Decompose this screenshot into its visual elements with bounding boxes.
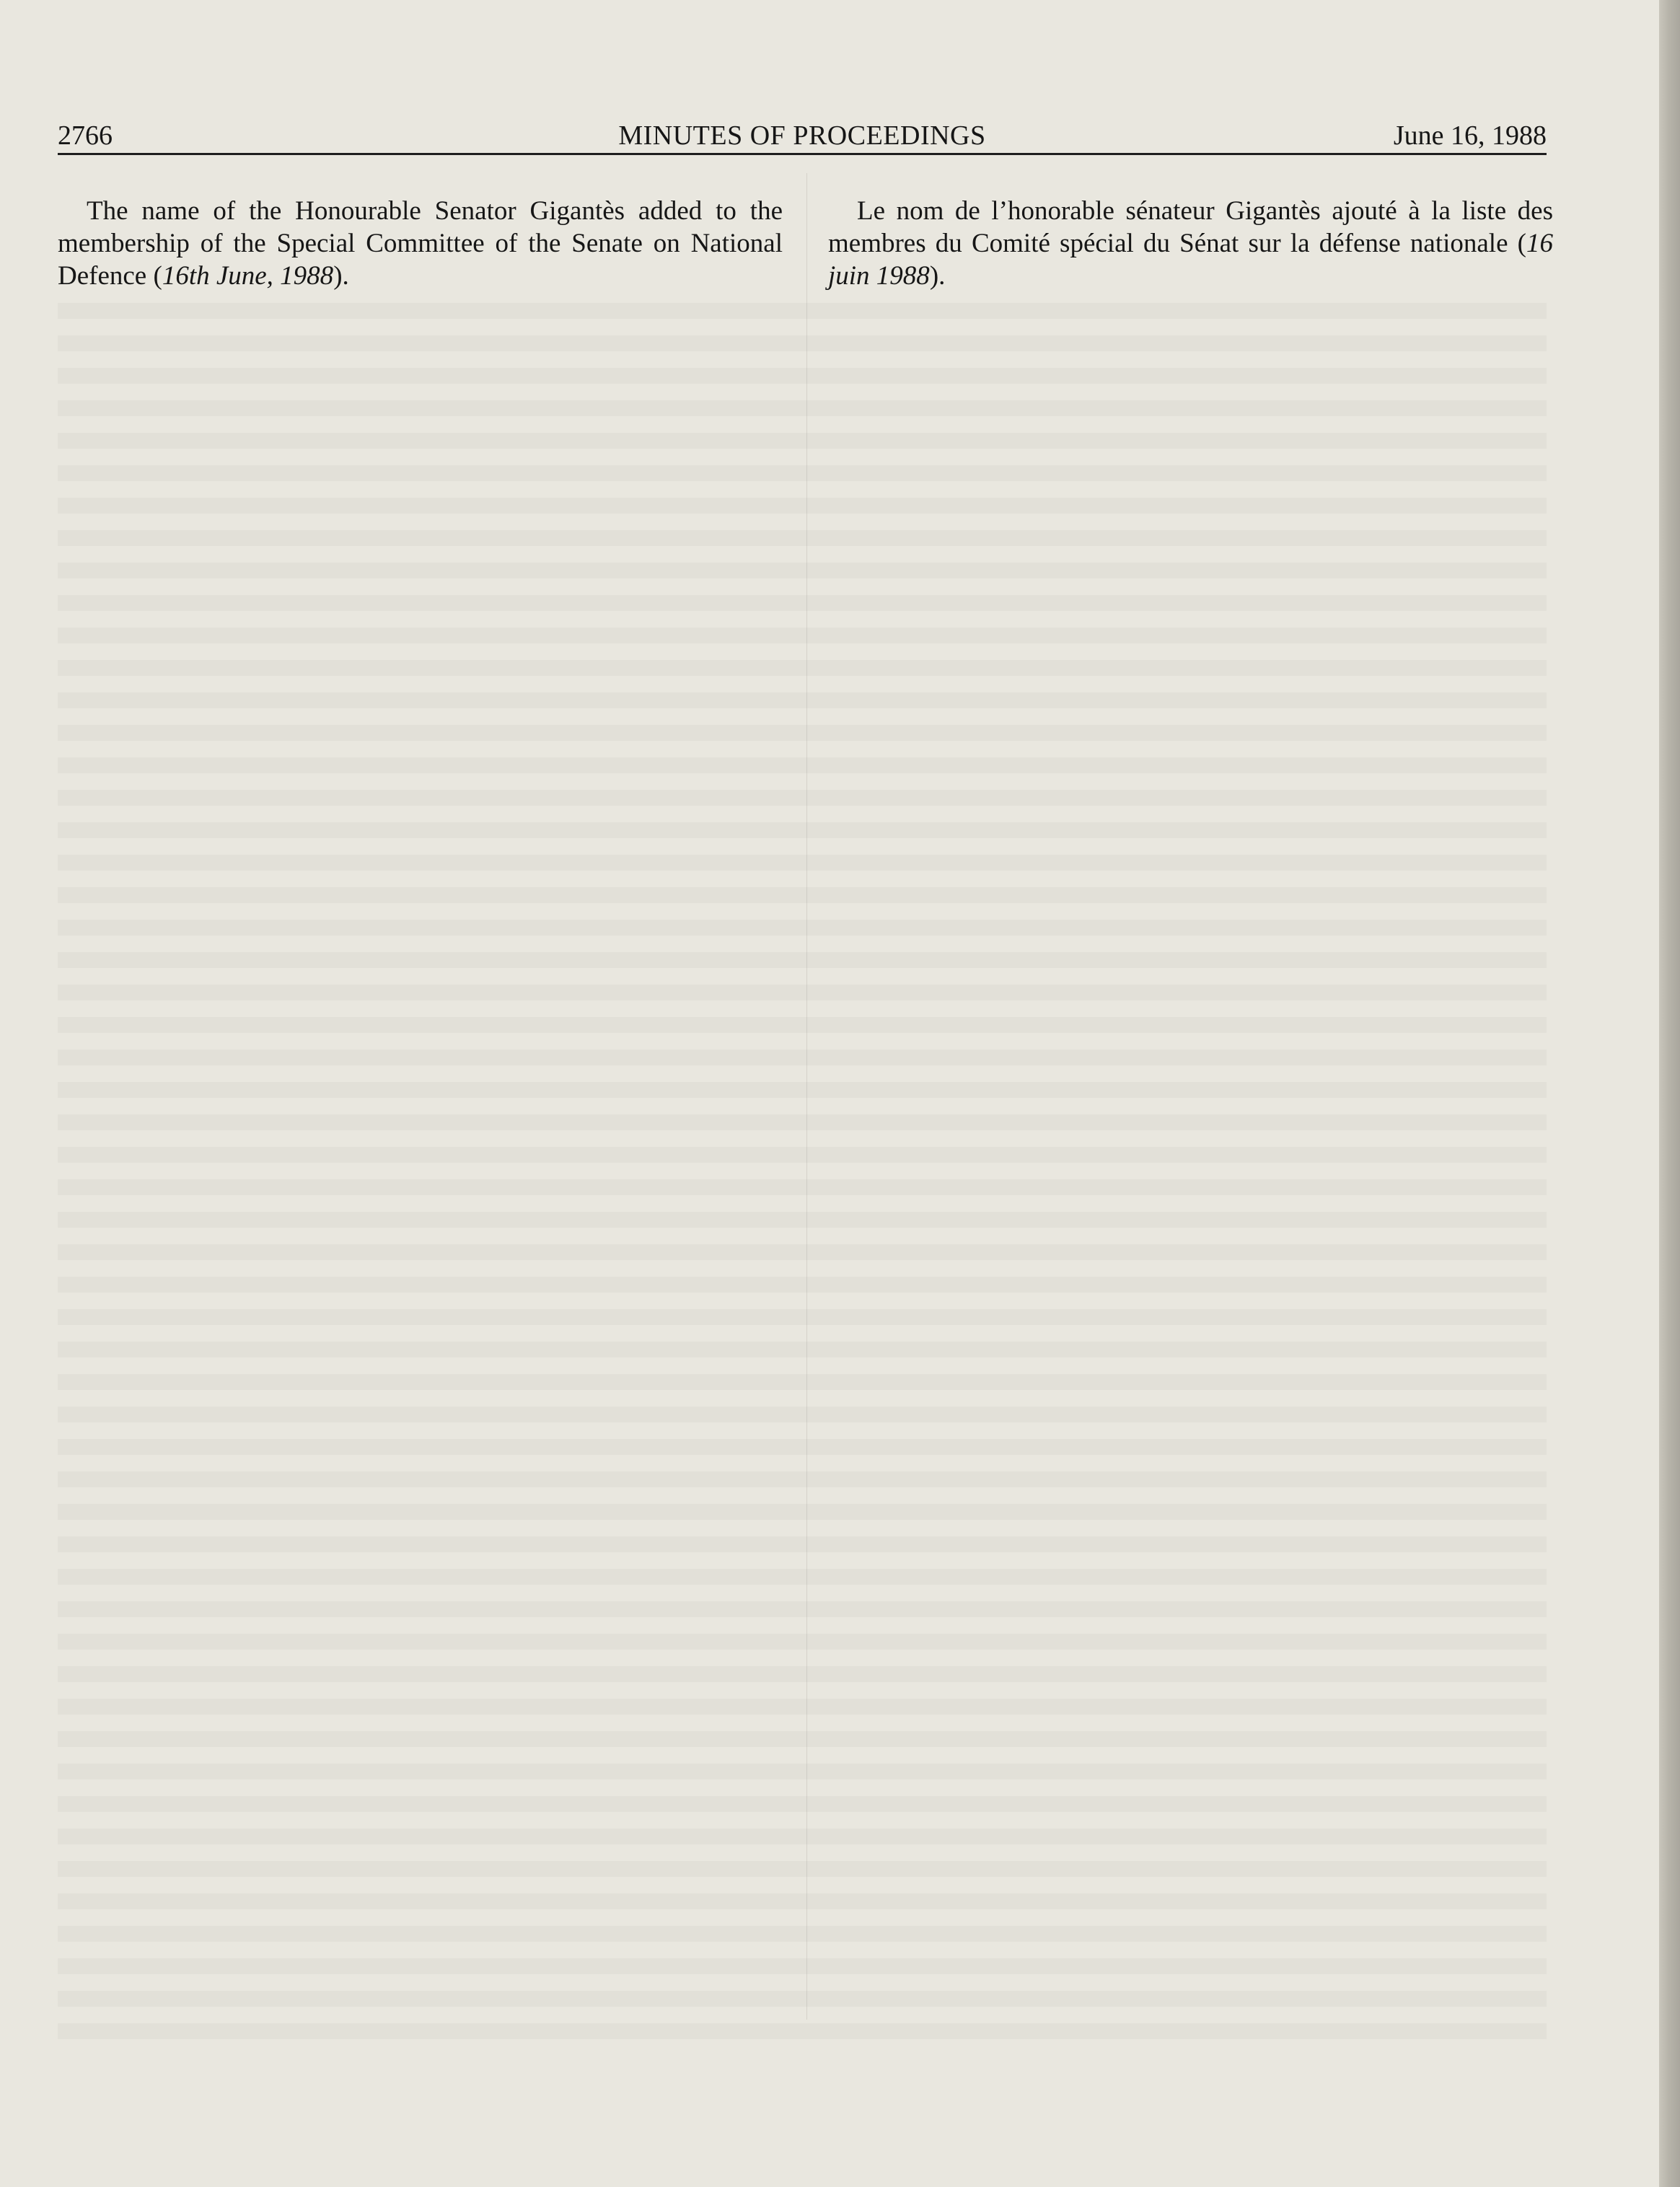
header-rule — [58, 153, 1547, 155]
french-paragraph — [828, 195, 1553, 292]
running-title: MINUTES OF PROCEEDINGS — [618, 120, 986, 151]
english-text: The name of the Honourable Senator Gigantès added to the membership of the Special Committee of the Senate on National Defence ( — [58, 196, 783, 291]
french-column — [828, 195, 1553, 292]
page-edge-shadow — [1659, 0, 1680, 2187]
french-date-emphasis: 16 juin 1988 — [828, 229, 1553, 291]
bleed-through-texture — [58, 303, 1547, 2049]
english-column — [58, 195, 783, 292]
english-closing: ). — [333, 261, 349, 291]
header-date: June 16, 1988 — [1393, 120, 1547, 151]
english-paragraph — [58, 195, 783, 292]
french-text: Le nom de l’honorable sénateur Gigantès ajouté à la liste des membres du Comité spécial du Sénat sur la défense nationale ( — [828, 196, 1553, 258]
page-header — [58, 115, 1547, 156]
english-date-emphasis: 16th June, 1988 — [162, 261, 334, 291]
column-gutter — [806, 173, 807, 2020]
page-number: 2766 — [58, 120, 113, 151]
french-closing: ). — [929, 261, 946, 291]
